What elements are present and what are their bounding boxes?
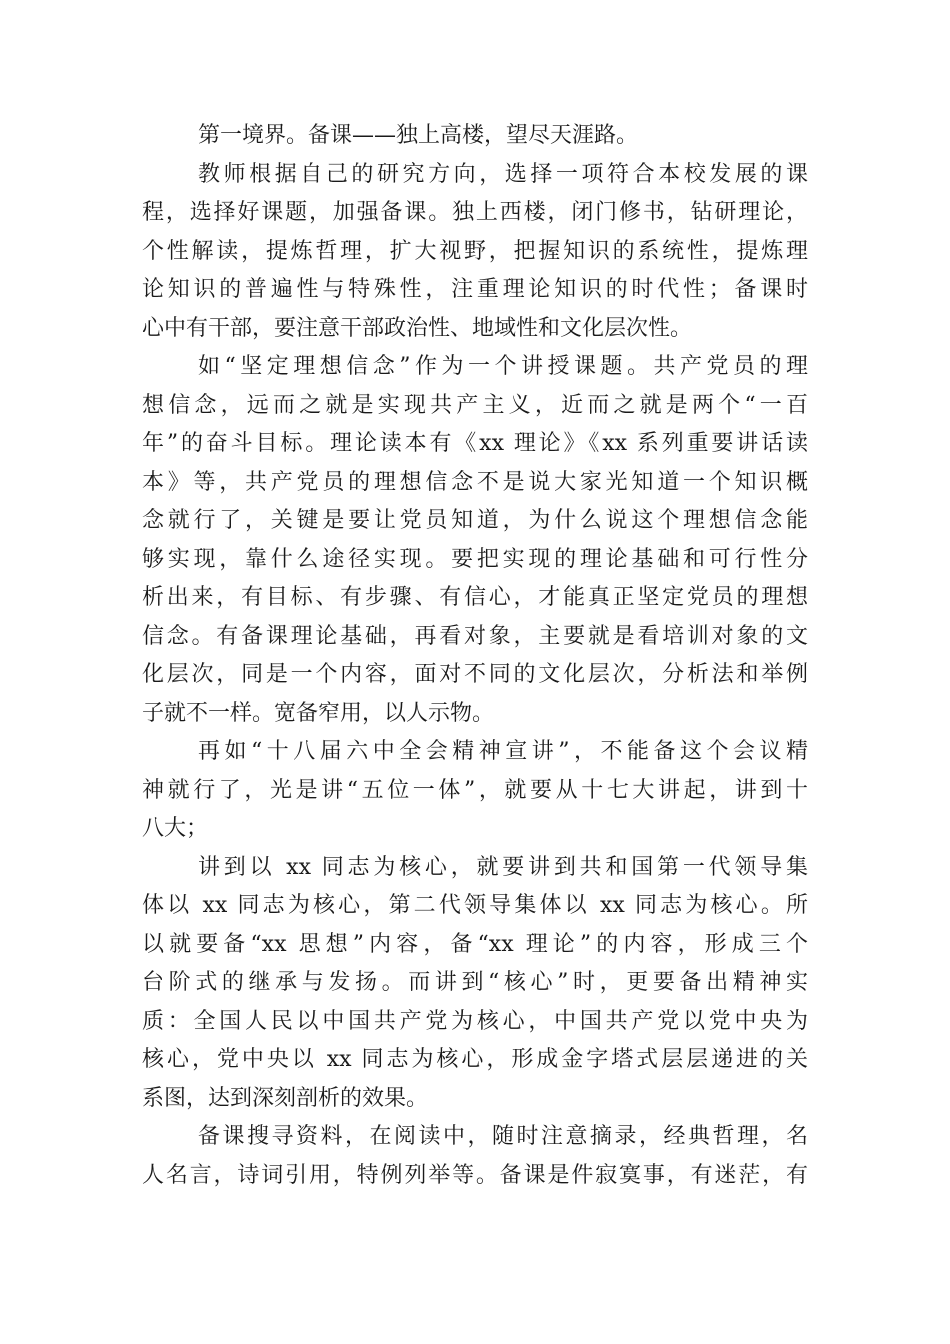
document-body xyxy=(142,117,808,1195)
text-line: 年”的奋斗目标。理论读本有《xx 理论》《xx 系列重要讲话读 xyxy=(142,431,808,456)
text-line: 核心，党中央以 xx 同志为核心，形成金字塔式层层递进的关 xyxy=(142,1047,808,1072)
text-line: 第一境界。备课——独上高楼，望尽天涯路。 xyxy=(198,123,639,148)
text-line: 人名言，诗词引用，特例列举等。备课是件寂寞事，有迷茫，有 xyxy=(142,1162,808,1188)
text-line: 台阶式的继承与发扬。而讲到“核心”时，更要备出精神实 xyxy=(142,970,808,995)
text-line: 子就不一样。宽备窄用，以人示物。 xyxy=(142,700,495,726)
text-line: 体以 xx 同志为核心，第二代领导集体以 xx 同志为核心。所 xyxy=(142,893,808,918)
text-line: 系图，达到深刻剖析的效果。 xyxy=(142,1085,429,1111)
text-line: 心中有干部，要注意干部政治性、地域性和文化层次性。 xyxy=(142,315,693,341)
text-line: 化层次，同是一个内容，面对不同的文化层次，分析法和举例 xyxy=(142,662,808,687)
text-line: 想信念，远而之就是实现共产主义，近而之就是两个“一百 xyxy=(142,392,808,418)
text-line: 念就行了，关键是要让党员知道，为什么说这个理想信念能 xyxy=(142,508,808,533)
text-line: 论知识的普遍性与特殊性，注重理论知识的时代性；备课时 xyxy=(142,277,808,302)
text-line: 备课搜寻资料，在阅读中，随时注意摘录，经典哲理，名 xyxy=(198,1124,808,1149)
text-line: 以就要备“xx 思想”内容，备“xx 理论”的内容，形成三个 xyxy=(142,931,808,957)
text-line: 够实现，靠什么途径实现。要把实现的理论基础和可行性分 xyxy=(142,546,808,572)
text-line: 八大； xyxy=(142,816,209,841)
text-line: 本》等，共产党员的理想信念不是说大家光知道一个知识概 xyxy=(142,469,808,495)
text-line: 质：全国人民以中国共产党为核心，中国共产党以党中央为 xyxy=(142,1008,808,1034)
text-line: 教师根据自己的研究方向，选择一项符合本校发展的课 xyxy=(198,161,808,187)
text-line: 个性解读，提炼哲理，扩大视野，把握知识的系统性，提炼理 xyxy=(142,238,808,264)
text-line: 析出来，有目标、有步骤、有信心，才能真正坚定党员的理想 xyxy=(142,585,808,610)
text-line: 神就行了，光是讲“五位一体”，就要从十七大讲起，讲到十 xyxy=(142,777,808,803)
text-line: 如“坚定理想信念”作为一个讲授课题。共产党员的理 xyxy=(198,354,808,379)
text-line: 程，选择好课题，加强备课。独上西楼，闭门修书，钻研理论， xyxy=(142,200,808,225)
text-line: 再如“十八届六中全会精神宣讲”，不能备这个会议精 xyxy=(198,739,808,764)
text-line: 讲到以 xx 同志为核心，就要讲到共和国第一代领导集 xyxy=(198,854,808,880)
text-line: 信念。有备课理论基础，再看对象，主要就是看培训对象的文 xyxy=(142,623,808,649)
